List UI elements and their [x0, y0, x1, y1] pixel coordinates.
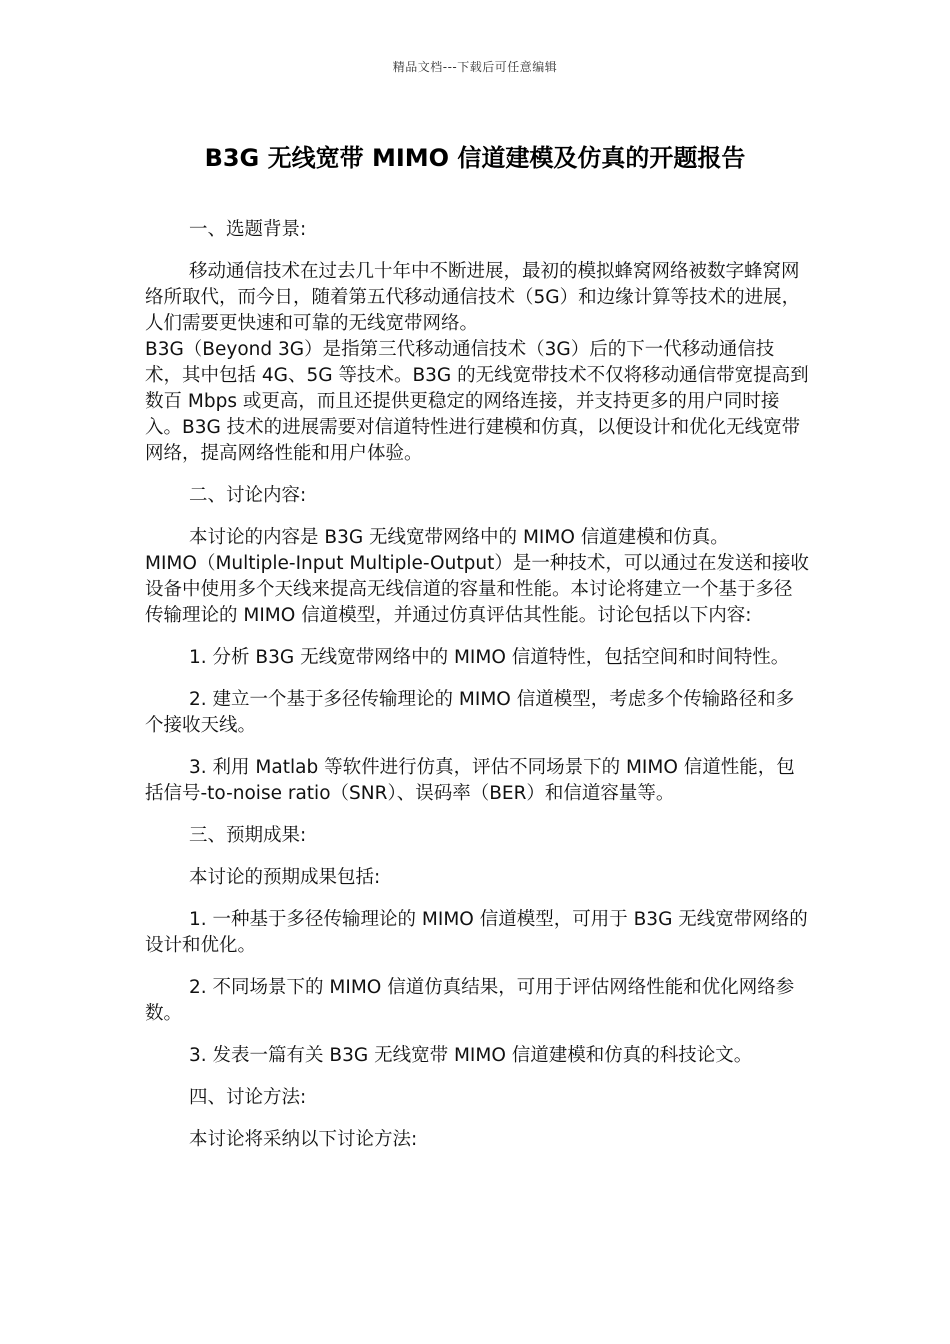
paragraph-content-2: MIMO（Multiple-Input Multiple-Output）是一种技术，可以通过在发送和接收设备中使用多个天线来提高无线信道的容量和性能。本讨论将建立一个基于多径传输理论的 MIMO 信道模型，并通过仿真评估其性能。讨论包括以下内容:	[145, 553, 809, 626]
section-heading-methods: 四、讨论方法:	[189, 1087, 307, 1108]
content-paragraph-group	[145, 525, 810, 629]
document-title: B3G 无线宽带 MIMO 信道建模及仿真的开题报告	[204, 144, 746, 172]
paragraph-methods-intro: 本讨论将采纳以下讨论方法:	[189, 1129, 418, 1150]
list-item-content-2: 2. 建立一个基于多径传输理论的 MIMO 信道模型，考虑多个传输路径和多个接收天线。	[145, 689, 795, 736]
document-body	[145, 217, 810, 1169]
list-item-content-3: 3. 利用 Matlab 等软件进行仿真，评估不同场景下的 MIMO 信道性能，包括信号-to-noise ratio（SNR）、误码率（BER）和信道容量等。	[145, 757, 795, 804]
section-heading-content: 二、讨论内容:	[189, 485, 307, 506]
page-header-watermark: 精品文档---下载后可任意编辑	[392, 60, 558, 74]
paragraph-results-intro: 本讨论的预期成果包括:	[189, 867, 381, 888]
paragraph-background-1: 移动通信技术在过去几十年中不断进展，最初的模拟蜂窝网络被数字蜂窝网络所取代，而今日，随着第五代移动通信技术（5G）和边缘计算等技术的进展，人们需要更快速和可靠的无线宽带网络。	[145, 261, 801, 334]
background-paragraph-group	[145, 259, 810, 467]
paragraph-content-1: 本讨论的内容是 B3G 无线宽带网络中的 MIMO 信道建模和仿真。	[189, 527, 729, 548]
paragraph-background-2: B3G（Beyond 3G）是指第三代移动通信技术（3G）后的下一代移动通信技术，其中包括 4G、5G 等技术。B3G 的无线宽带技术不仅将移动通信带宽提高到数百 Mbps 或更高，而且还提供更稳定的网络连接，并支持更多的用户同时接入。B3G 技术的进展需要对信道特性进行建模和仿真，以便设计和优化无线宽带网络，提高网络性能和用户体验。	[145, 339, 809, 464]
list-item-content-1: 1. 分析 B3G 无线宽带网络中的 MIMO 信道特性，包括空间和时间特性。	[189, 647, 790, 668]
list-item-results-1: 1. 一种基于多径传输理论的 MIMO 信道模型，可用于 B3G 无线宽带网络的设计和优化。	[145, 909, 808, 956]
section-heading-background: 一、选题背景:	[189, 219, 307, 240]
list-item-results-2: 2. 不同场景下的 MIMO 信道仿真结果，可用于评估网络性能和优化网络参数。	[145, 977, 795, 1024]
section-heading-results: 三、预期成果:	[189, 825, 307, 846]
list-item-results-3: 3. 发表一篇有关 B3G 无线宽带 MIMO 信道建模和仿真的科技论文。	[189, 1045, 753, 1066]
